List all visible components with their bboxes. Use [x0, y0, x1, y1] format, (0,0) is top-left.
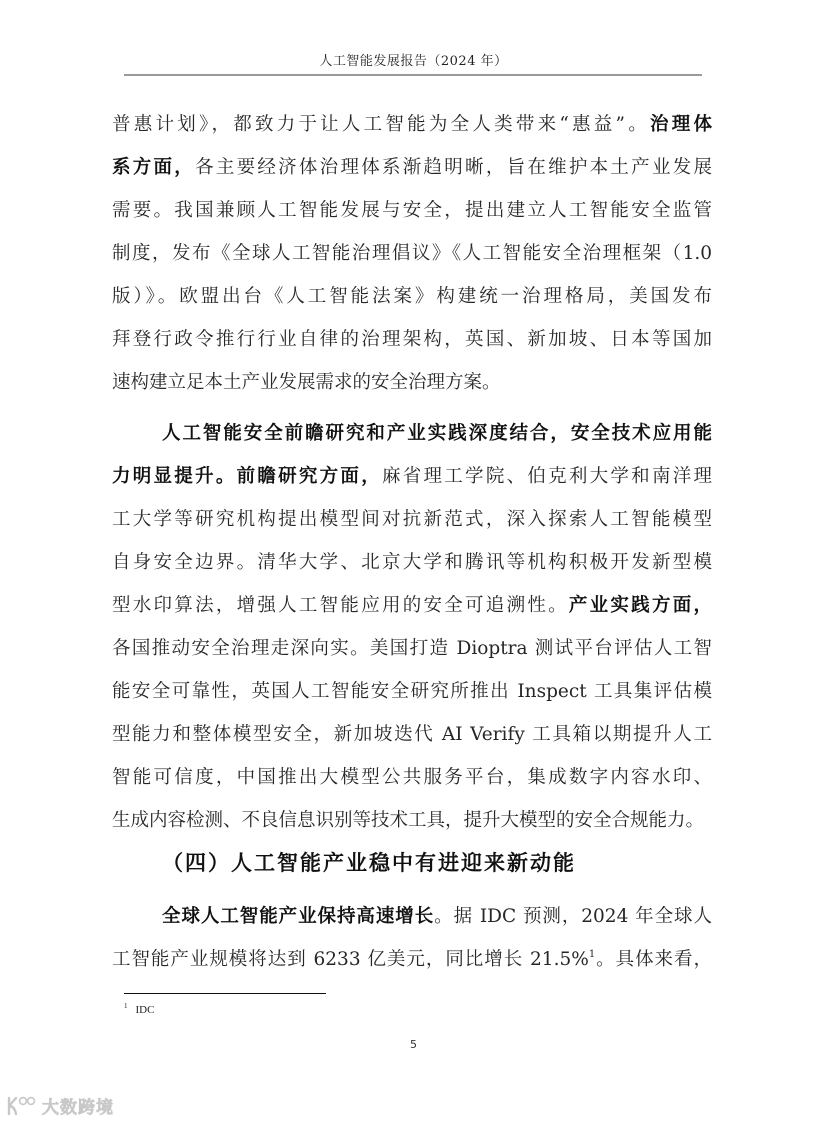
text-line — [112, 189, 712, 232]
text-segment: 速构建立足本土产业发展需求的安全治理方案。 — [112, 372, 501, 393]
page-number: 5 — [410, 1038, 417, 1051]
text-segment: 需要。我国兼顾人工智能发展与安全，提出建立人工智能安全监管 — [112, 200, 712, 221]
text-line — [112, 455, 712, 498]
text-segment: 各国推动安全治理走深向实。美国打造 Dioptra 测试平台评估人工智 — [112, 638, 712, 659]
bold-lead-text: 全球人工智能产业保持高速增长 — [162, 906, 435, 927]
footnote-reference: 1 — [588, 949, 596, 960]
text-line — [112, 146, 712, 189]
text-segment: 能安全可靠性，英国人工智能安全研究所推出 Inspect 工具集评估模 — [112, 681, 712, 702]
text-segment: 工智能产业规模将达到 6233 亿美元，同比增长 21.5% — [112, 949, 589, 970]
text-segment: 麻省理工学院、伯克利大学和南洋理 — [381, 466, 712, 487]
bold-lead-text: 人工智能安全前瞻研究和产业实践深度结合，安全技术应用能 — [162, 423, 712, 444]
text-segment: 生成内容检测、不良信息识别等技术工具，提升大模型的安全合规能力。 — [112, 810, 705, 831]
text-segment: 制度，发布《全球人工智能治理倡议》《人工智能安全治理框架（1.0 — [112, 243, 712, 264]
text-segment: 普惠计划》，都致力于让人工智能为全人类带来“惠益”。 — [112, 114, 650, 135]
text-line — [112, 713, 712, 756]
text-segment: 智能可信度，中国推出大模型公共服务平台，集成数字内容水印、 — [112, 767, 712, 788]
bold-lead-text: 治理体 — [650, 114, 712, 135]
header-divider — [124, 74, 702, 76]
text-line — [112, 799, 712, 842]
text-line — [112, 232, 712, 275]
text-line — [112, 756, 712, 799]
watermark — [6, 1093, 114, 1118]
text-segment: 型能力和整体模型安全，新加坡迭代 AI Verify 工具箱以期提升人工 — [112, 724, 712, 745]
text-segment: 拜登行政令推行行业自律的治理架构，英国、新加坡、日本等国加 — [112, 329, 712, 350]
footnote — [124, 1002, 154, 1016]
section-heading: （四）人工智能产业稳中有进迎来新动能 — [162, 851, 576, 875]
text-segment: 工大学等研究机构提出模型间对抗新范式，深入探索人工智能模型 — [112, 509, 712, 530]
text-line — [112, 938, 712, 981]
running-header: 人工智能发展报告（2024 年） — [319, 54, 508, 69]
text-line — [162, 412, 712, 455]
watermark-text: 大数跨境 — [42, 1098, 114, 1118]
text-line — [112, 584, 712, 627]
bold-lead-text: 系方面， — [112, 157, 196, 178]
text-line — [112, 275, 712, 318]
text-segment: 。据 IDC 预测，2024 年全球人 — [434, 906, 712, 927]
text-line — [112, 103, 712, 146]
kdd-logo-icon — [6, 1095, 38, 1117]
footnote-marker: 1 — [124, 1002, 128, 1010]
text-line — [112, 670, 712, 713]
text-line — [112, 361, 712, 404]
text-segment: 版）》。欧盟出台《人工智能法案》构建统一治理格局，美国发布 — [112, 286, 712, 307]
footnote-text: IDC — [135, 1004, 155, 1016]
bold-lead-text: 产业实践方面， — [568, 595, 712, 616]
text-line — [112, 541, 712, 584]
text-line — [112, 318, 712, 361]
text-line — [162, 895, 712, 938]
text-segment: 型水印算法，增强人工智能应用的安全可追溯性。 — [112, 595, 569, 616]
text-line — [112, 627, 712, 670]
text-segment: 。具体来看， — [595, 949, 712, 970]
footnote-divider — [124, 993, 326, 994]
text-segment: 各主要经济体治理体系渐趋明晰，旨在维护本土产业发展 — [195, 157, 712, 178]
text-line — [112, 498, 712, 541]
bold-lead-text: 力明显提升。前瞻研究方面， — [112, 466, 382, 487]
text-segment: 自身安全边界。清华大学、北京大学和腾讯等机构积极开发新型模 — [112, 552, 712, 573]
